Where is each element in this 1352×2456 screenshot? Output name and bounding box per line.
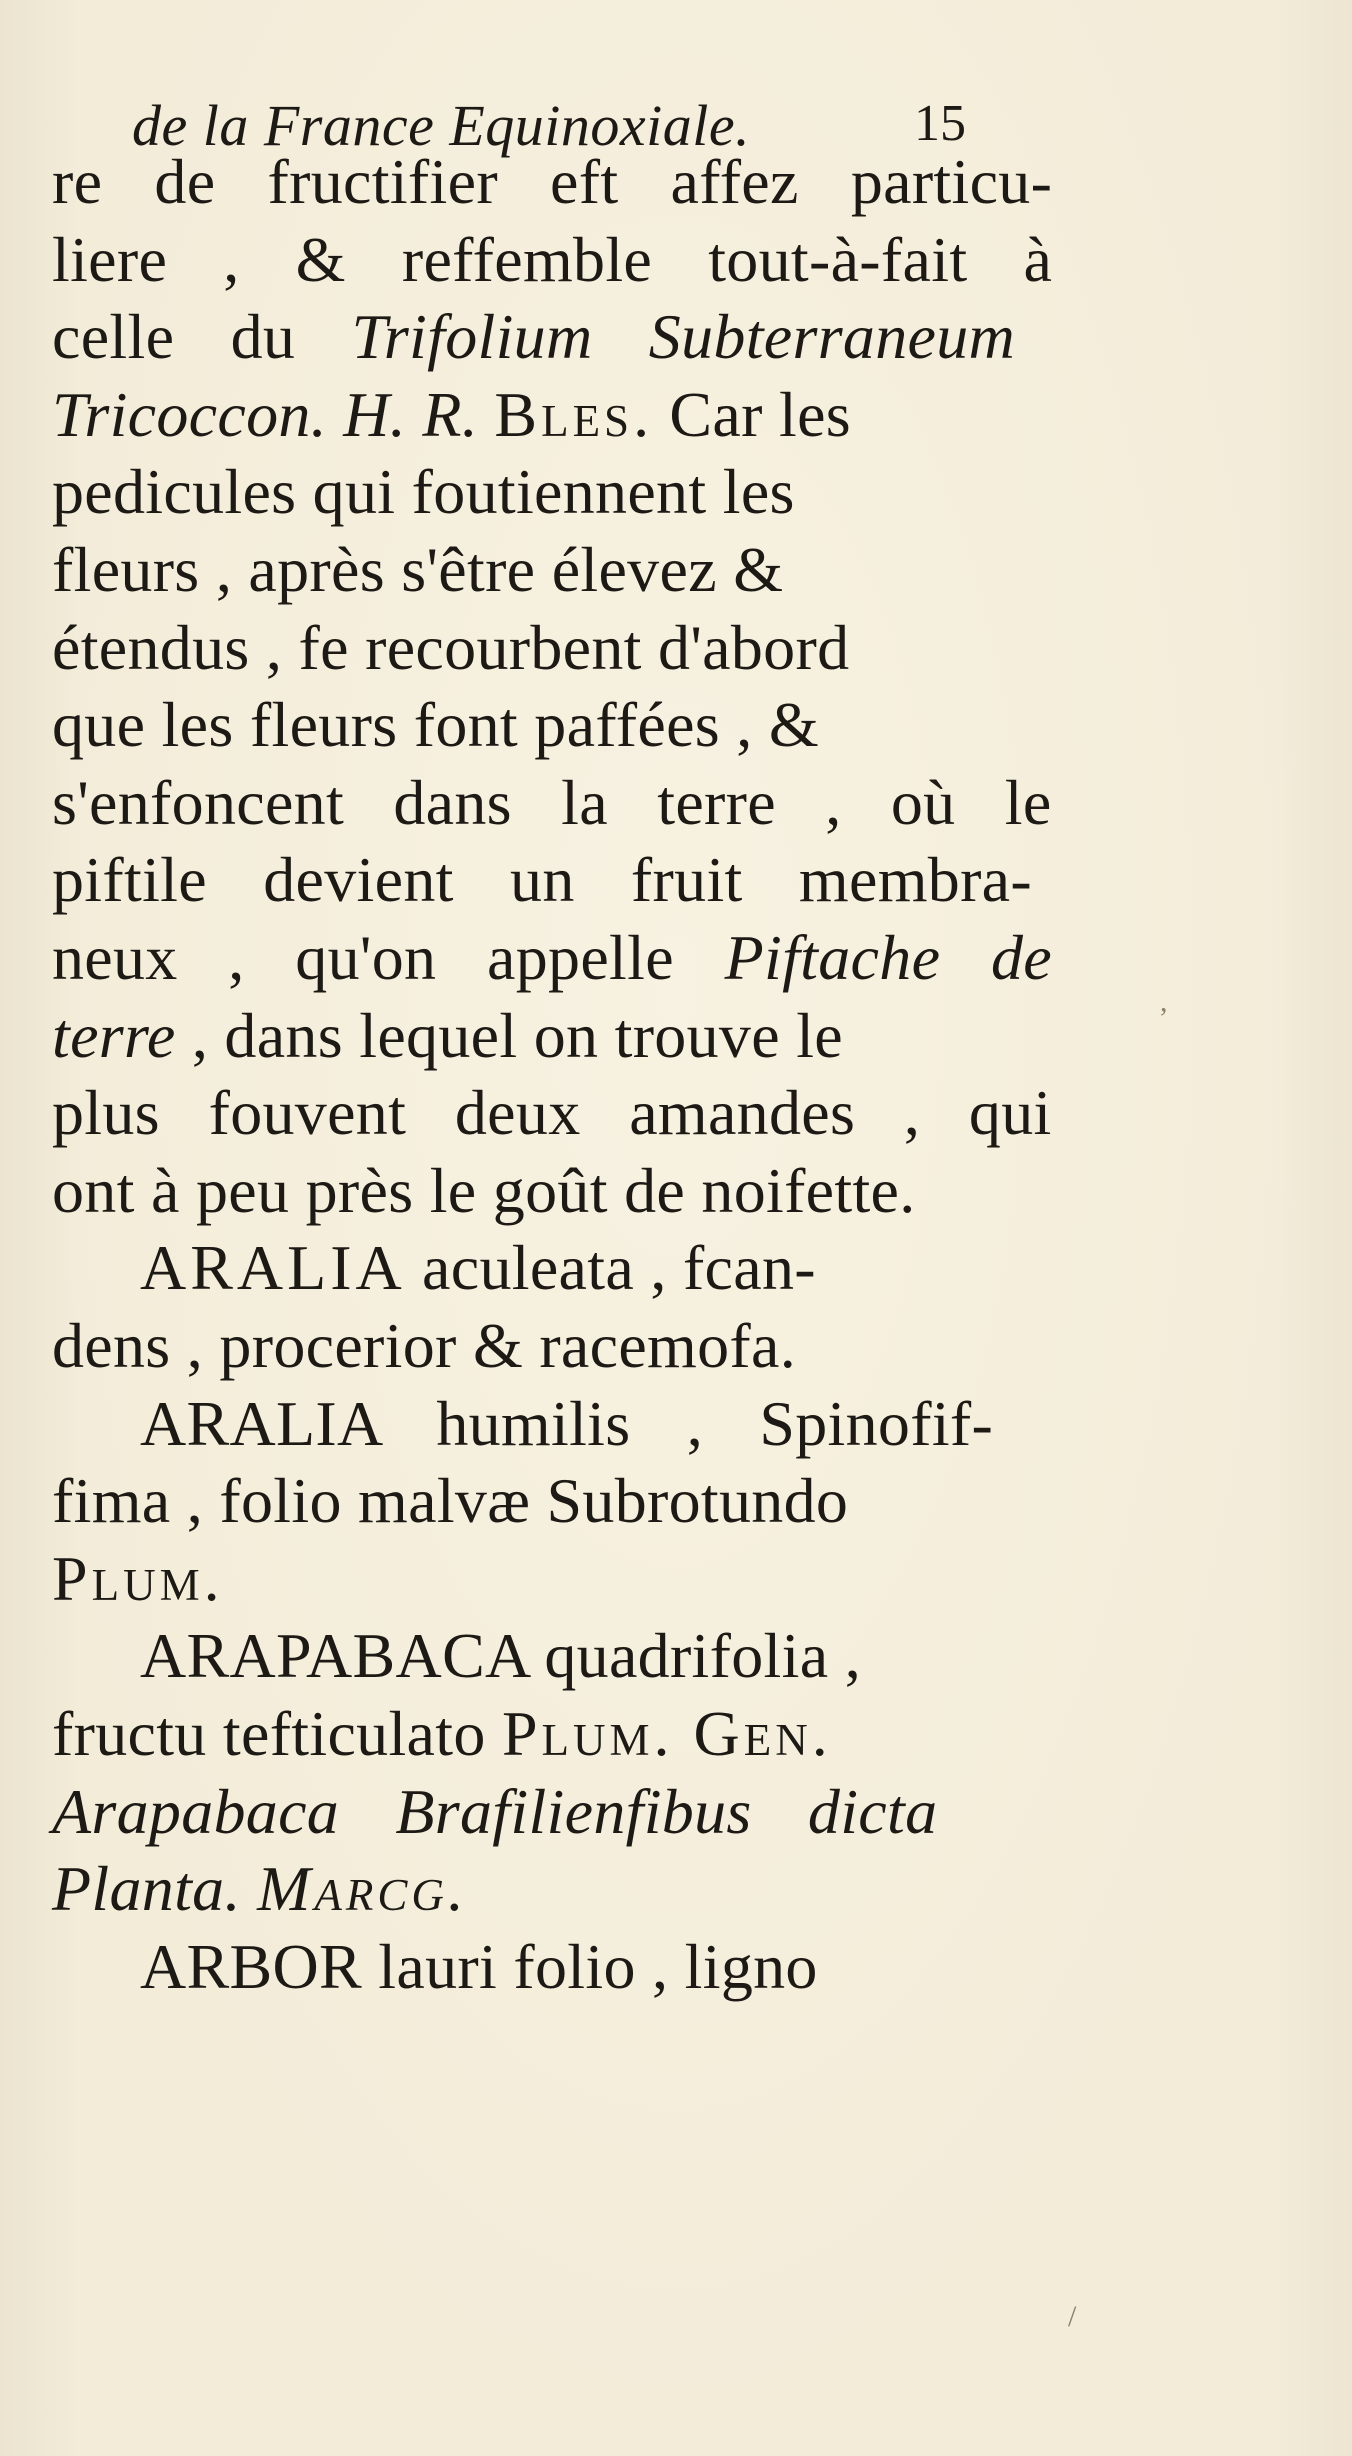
text-line bbox=[140, 1232, 816, 1304]
text-run: étendus , fe recourbent d'abord bbox=[52, 611, 850, 683]
ink-speck: , bbox=[1160, 985, 1168, 1018]
text-line bbox=[52, 1853, 468, 1925]
text-run: re de fructifier eft affez particu- bbox=[52, 146, 1053, 217]
text-line bbox=[52, 766, 1052, 838]
text-line bbox=[52, 999, 844, 1071]
text-run: dens , procerior & racemofa. bbox=[52, 1310, 797, 1381]
text-line bbox=[52, 456, 795, 528]
text-line bbox=[52, 223, 1053, 295]
text-run: Plum. Gen. bbox=[501, 1698, 832, 1769]
text-line bbox=[52, 922, 1052, 993]
text-run: ont à peu près le goût de noifette. bbox=[52, 1154, 916, 1226]
text-run: piftile devient un fruit membra- bbox=[52, 844, 1033, 916]
ink-speck: / bbox=[1068, 2300, 1077, 2333]
text-run: celle du bbox=[52, 301, 352, 373]
text-run: que les fleurs font paffées , & bbox=[52, 689, 819, 761]
text-line bbox=[140, 1930, 818, 2002]
text-run: terre bbox=[52, 999, 176, 1071]
text-line bbox=[52, 844, 1033, 916]
text-line bbox=[52, 378, 851, 450]
text-run: ARALIA bbox=[140, 1232, 406, 1304]
text-run: , dans lequel on trouve le bbox=[175, 999, 844, 1071]
text-run: ARAPABACA quadrifolia , bbox=[140, 1620, 862, 1692]
running-head-title: de la France Equinoxiale. bbox=[132, 93, 751, 158]
text-run: Planta. bbox=[52, 1853, 258, 1925]
text-run: Arapabaca Brafilienfibus dicta bbox=[52, 1775, 938, 1847]
text-run: Car les bbox=[653, 378, 851, 450]
text-run: Trifolium Subterraneum bbox=[351, 301, 1016, 373]
text-run: Bles. bbox=[494, 378, 654, 450]
text-line bbox=[52, 611, 850, 683]
text-run: Piftache de bbox=[724, 922, 1052, 993]
text-line bbox=[140, 1620, 862, 1692]
text-run: Tricoccon. H. R. bbox=[52, 378, 495, 450]
text-line bbox=[52, 1698, 832, 1769]
text-line bbox=[52, 689, 819, 761]
text-line bbox=[52, 534, 784, 605]
text-run: Marcg. bbox=[257, 1853, 468, 1925]
text-run: liere , & reffemble tout-à-fait à bbox=[52, 223, 1053, 295]
text-line bbox=[52, 1310, 797, 1381]
text-run: aculeata , fcan- bbox=[405, 1232, 816, 1304]
page-number: 15 bbox=[914, 95, 966, 152]
text-run: fima , folio malvæ Subrotundo bbox=[52, 1465, 849, 1537]
text-line bbox=[52, 1465, 849, 1537]
text-run: pedicules qui foutiennent les bbox=[52, 456, 795, 528]
text-run: Plum. bbox=[52, 1542, 224, 1614]
text-run: ARALIA humilis , Spinofif- bbox=[140, 1387, 994, 1459]
text-line bbox=[52, 1542, 224, 1614]
text-line bbox=[52, 1077, 1052, 1149]
text-line bbox=[52, 146, 1053, 217]
text-run: s'enfoncent dans la terre , où le bbox=[52, 766, 1052, 838]
text-line bbox=[52, 1154, 916, 1226]
text-run: ARBOR lauri folio , ligno bbox=[140, 1930, 818, 2002]
text-run: neux , qu'on appelle bbox=[52, 922, 725, 993]
text-line bbox=[140, 1387, 994, 1459]
text-line bbox=[52, 301, 1016, 373]
text-run: fructu tefticulato bbox=[52, 1698, 502, 1769]
text-run: fleurs , après s'être élevez & bbox=[52, 534, 784, 605]
text-run: plus fouvent deux amandes , qui bbox=[52, 1077, 1052, 1149]
text-line bbox=[52, 1775, 938, 1847]
